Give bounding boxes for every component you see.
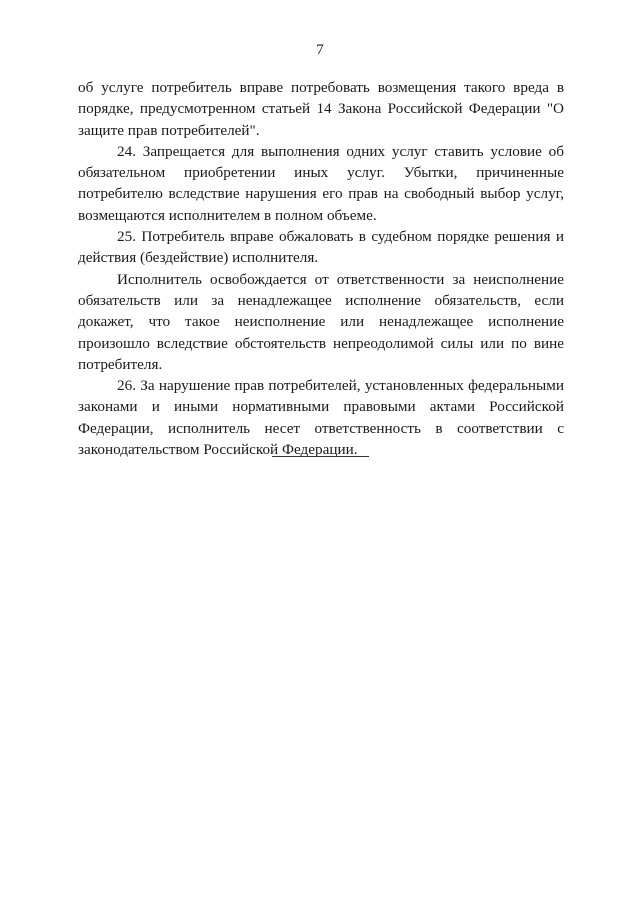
page-number: 7 bbox=[316, 42, 324, 58]
paragraph-item-25: 25. Потребитель вправе обжаловать в судебном порядке решения и действия (бездействие) исполнителя. bbox=[78, 228, 564, 267]
paragraph-continuation: об услуге потребитель вправе потребовать возмещения такого вреда в порядке, предусмотренном статьей 14 Закона Российской Федерации "О защите прав потребителей". bbox=[78, 79, 564, 139]
end-of-document-rule bbox=[272, 456, 369, 457]
paragraph-item-24: 24. Запрещается для выполнения одних услуг ставить условие об обязательном приобретении иных услуг. Убытки, причиненные потребителю вследствие нарушения его прав на свободный выбор услуг, возмещаются исполнителем в полном объеме. bbox=[78, 142, 564, 224]
document-body bbox=[78, 77, 564, 460]
paragraph-item-26: 26. За нарушение прав потребителей, установленных федеральными законами и иными нормативными правовыми актами Российской Федерации, исполнитель несет ответственность в соответствии с законодательством Российской Федерации. bbox=[78, 377, 564, 459]
paragraph-contractor-liability: Исполнитель освобождается от ответственности за неисполнение обязательств или за ненадлежащее исполнение обязательств, если докажет, что такое неисполнение или ненадлежащее исполнение произошло вследствие обстоятельств непреодолимой силы или по вине потребителя. bbox=[78, 270, 564, 373]
